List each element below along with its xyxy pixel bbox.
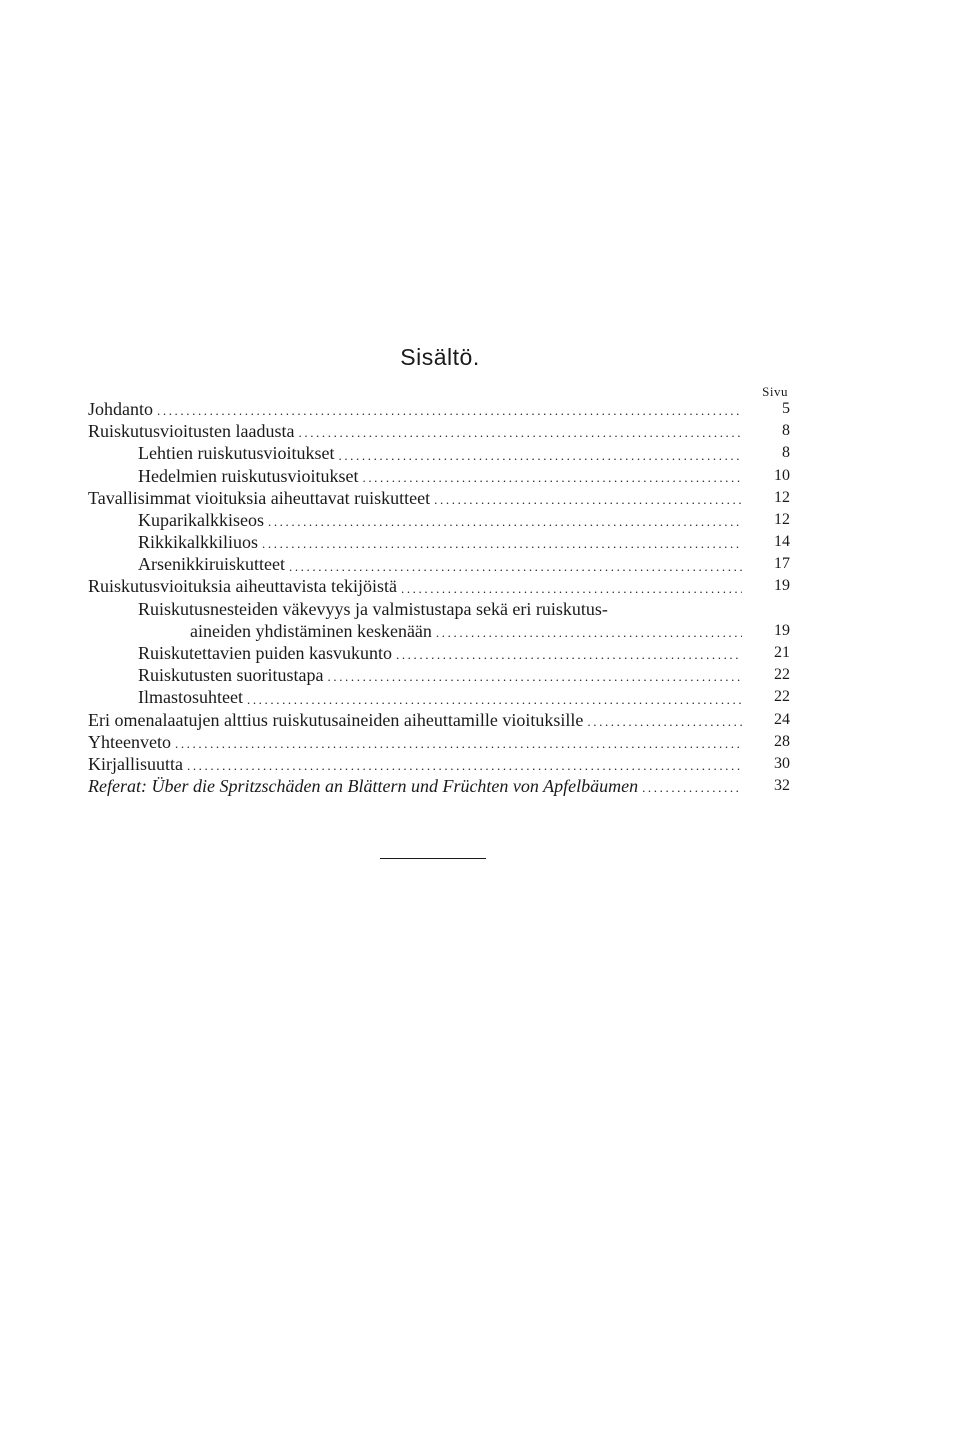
leader-dots xyxy=(642,779,742,797)
leader-dots xyxy=(587,713,742,731)
toc-entry-page: 19 xyxy=(774,621,790,639)
leader-dots xyxy=(187,757,742,775)
toc-entry[interactable] xyxy=(88,709,790,731)
toc-entry-page: 24 xyxy=(774,710,790,728)
toc-entry-page: 12 xyxy=(774,488,790,506)
closing-rule xyxy=(380,858,486,859)
toc-entry[interactable] xyxy=(88,576,790,598)
toc-entry-title: Johdanto xyxy=(88,398,153,419)
leader-dots xyxy=(328,668,743,686)
leader-dots xyxy=(362,469,742,487)
toc-entry[interactable] xyxy=(88,731,790,753)
toc-entry[interactable] xyxy=(88,420,790,442)
table-of-contents xyxy=(88,398,790,797)
toc-entry-page: 32 xyxy=(774,777,790,795)
toc-entry-title: aineiden yhdistäminen keskenään xyxy=(190,620,432,641)
toc-entry[interactable] xyxy=(88,775,790,797)
toc-entry-title: Yhteenveto xyxy=(88,731,171,752)
leader-dots xyxy=(436,624,742,642)
page-title: Sisältö. xyxy=(400,344,480,370)
leader-dots xyxy=(396,646,742,664)
toc-entry-page: 30 xyxy=(774,754,790,772)
toc-entry-title: Ruiskutettavien puiden kasvukunto xyxy=(138,643,392,664)
toc-entry-title: Ruiskutusnesteiden väkevyys ja valmistustapa sekä eri ruiskutus- xyxy=(138,598,608,619)
toc-entry-page: 22 xyxy=(774,688,790,706)
toc-entry-page: 14 xyxy=(774,533,790,551)
leader-dots xyxy=(289,558,742,576)
toc-entry-title: Kirjallisuutta xyxy=(88,753,183,774)
toc-entry-page: 10 xyxy=(774,466,790,484)
leader-dots xyxy=(175,735,742,753)
leader-dots xyxy=(299,424,743,442)
toc-entry[interactable] xyxy=(88,465,790,487)
toc-entry-title: Ruiskutusten suoritustapa xyxy=(138,665,324,686)
toc-entry-page: 22 xyxy=(774,666,790,684)
toc-entry-page: 12 xyxy=(774,510,790,528)
toc-entry-title: Hedelmien ruiskutusvioitukset xyxy=(138,465,359,486)
toc-entry[interactable] xyxy=(88,642,790,664)
toc-entry-page: 21 xyxy=(774,644,790,662)
toc-entry-title: Rikkikalkkiliuos xyxy=(138,532,259,553)
toc-entry-page: 5 xyxy=(782,399,790,417)
toc-entry-title: Arsenikkiruiskutteet xyxy=(138,554,285,575)
leader-dots xyxy=(262,535,742,553)
toc-entry[interactable] xyxy=(88,664,790,686)
toc-entry-title: Ilmastosuhteet xyxy=(138,687,243,708)
toc-entry-page: 8 xyxy=(782,422,790,440)
toc-entry[interactable] xyxy=(88,553,790,575)
toc-entry-title: Ruiskutusvioitusten laadusta xyxy=(88,421,295,442)
toc-entry-title: Kuparikalkkiseos xyxy=(138,509,264,530)
toc-entry-continuation[interactable] xyxy=(88,620,790,642)
toc-entry-page: 28 xyxy=(774,732,790,750)
toc-entry[interactable] xyxy=(88,487,790,509)
leader-dots xyxy=(247,691,742,709)
toc-entry[interactable] xyxy=(88,442,790,464)
leader-dots xyxy=(338,447,742,465)
toc-entry-title: Ruiskutusvioituksia aiheuttavista tekijöistä xyxy=(88,576,397,597)
toc-entry-title: Eri omenalaatujen alttius ruiskutusaineiden aiheuttamille vioituksille xyxy=(88,709,584,730)
toc-entry-title: Tavallisimmat vioituksia aiheuttavat ruiskutteet xyxy=(88,487,431,508)
toc-entry-page: 17 xyxy=(774,555,790,573)
leader-dots xyxy=(401,580,742,598)
toc-entry-page: 8 xyxy=(782,444,790,462)
toc-entry-first-line[interactable] xyxy=(88,598,790,620)
toc-entry[interactable] xyxy=(88,686,790,708)
toc-entry[interactable] xyxy=(88,531,790,553)
page-column-header: Sivu xyxy=(762,384,788,399)
toc-entry-title: Referat: Über die Spritzschäden an Blättern und Früchten von Apfelbäumen xyxy=(88,776,639,797)
toc-entry-page: 19 xyxy=(774,577,790,595)
toc-entry[interactable] xyxy=(88,753,790,775)
leader-dots xyxy=(434,491,742,509)
toc-entry-title: Lehtien ruiskutusvioitukset xyxy=(138,443,335,464)
toc-entry[interactable] xyxy=(88,509,790,531)
toc-entry[interactable] xyxy=(88,398,790,420)
leader-dots xyxy=(157,402,742,420)
leader-dots xyxy=(268,513,742,531)
